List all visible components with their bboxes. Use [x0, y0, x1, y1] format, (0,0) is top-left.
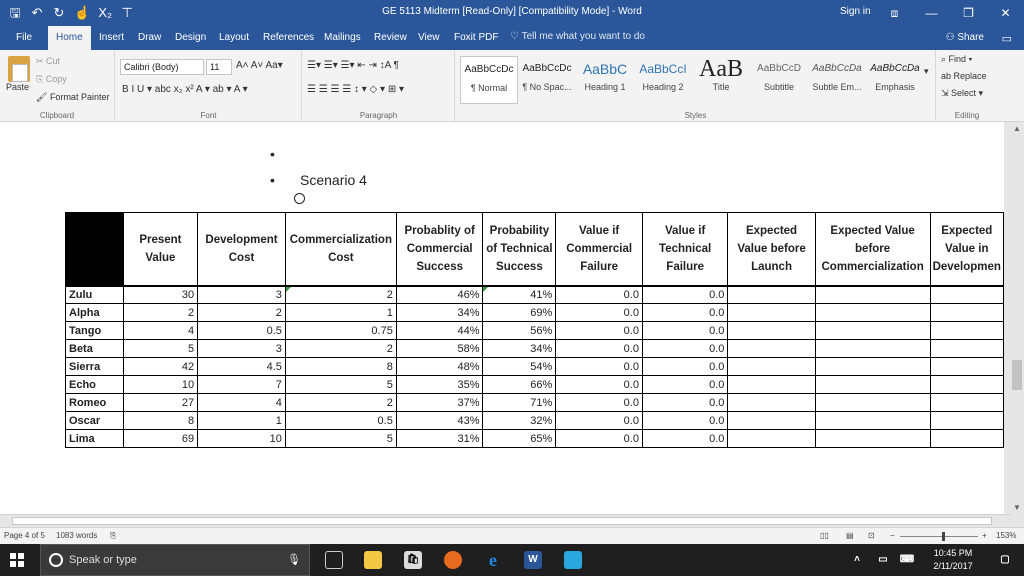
- table-cell[interactable]: 0.0: [642, 286, 727, 304]
- table-row[interactable]: [66, 358, 1004, 376]
- table-cell[interactable]: 37%: [396, 394, 483, 412]
- edge-icon[interactable]: e: [489, 550, 497, 570]
- keyboard-icon[interactable]: ⌨: [899, 554, 915, 565]
- maximize-button[interactable]: ❐: [963, 6, 974, 20]
- row-name-cell[interactable]: Oscar: [66, 412, 124, 430]
- zoom-level[interactable]: 153%: [996, 531, 1017, 540]
- table-cell[interactable]: 65%: [483, 430, 556, 448]
- table-cell[interactable]: 0.75: [285, 322, 396, 340]
- column-header: Probability of Technical Success: [483, 213, 556, 286]
- table-cell[interactable]: 35%: [396, 376, 483, 394]
- editing-label: Editing: [954, 111, 980, 120]
- table-cell[interactable]: 0.0: [642, 340, 727, 358]
- table-cell[interactable]: [930, 430, 1003, 448]
- vertical-scroll-thumb[interactable]: [1012, 360, 1022, 390]
- table-cell[interactable]: 1: [285, 304, 396, 322]
- table-cell[interactable]: [930, 394, 1003, 412]
- document-area[interactable]: [0, 122, 1010, 514]
- proofing-icon[interactable]: ⎘: [110, 531, 117, 540]
- table-cell[interactable]: 2: [285, 286, 396, 304]
- chevron-up-icon[interactable]: ˄: [854, 554, 860, 565]
- table-cell[interactable]: 44%: [396, 322, 483, 340]
- style-subtle-emphasis[interactable]: AaBbCcDa Subtle Em...: [812, 63, 862, 92]
- title-bar: [0, 0, 1024, 26]
- list-controls[interactable]: ☰▾ ☰▾ ☰▾ ⇤ ⇥ ↕A ¶: [307, 60, 399, 71]
- paste-button[interactable]: Paste: [6, 82, 30, 92]
- tab-file[interactable]: File: [16, 32, 33, 43]
- scroll-down-icon[interactable]: ▼: [1013, 503, 1021, 512]
- minimize-button[interactable]: —: [925, 6, 938, 20]
- table-cell[interactable]: [815, 286, 930, 304]
- style-subtitle[interactable]: AaBbCcD Subtitle: [757, 63, 801, 92]
- column-header: Commercialization Cost: [285, 213, 396, 286]
- table-cell[interactable]: 5: [285, 376, 396, 394]
- table-cell[interactable]: 0.0: [642, 322, 727, 340]
- customize-qat-icon[interactable]: ⊤: [121, 5, 133, 20]
- table-cell[interactable]: 43%: [396, 412, 483, 430]
- redo-icon[interactable]: ↻: [53, 5, 65, 20]
- table-cell[interactable]: [930, 322, 1003, 340]
- row-name-cell[interactable]: Lima: [66, 430, 124, 448]
- table-cell[interactable]: 8: [123, 412, 197, 430]
- lightbulb-icon: ♡: [510, 31, 522, 42]
- action-center-icon[interactable]: ▢: [1000, 554, 1010, 565]
- table-cell[interactable]: [728, 394, 815, 412]
- task-view-icon[interactable]: [325, 551, 343, 569]
- undo-icon[interactable]: ↶: [31, 5, 43, 20]
- table-row[interactable]: [66, 430, 1004, 448]
- style-normal[interactable]: AaBbCcDc ¶ Normal: [460, 56, 518, 104]
- table-cell[interactable]: 10: [198, 430, 286, 448]
- column-header: Expected Value in Developmen: [930, 213, 1003, 286]
- table-cell[interactable]: 0.5: [285, 412, 396, 430]
- table-cell[interactable]: [815, 304, 930, 322]
- table-cell[interactable]: [930, 376, 1003, 394]
- web-layout-icon[interactable]: ⊡: [868, 531, 875, 540]
- word-count[interactable]: 1083 words: [56, 531, 98, 540]
- tab-design[interactable]: Design: [175, 32, 207, 43]
- scroll-up-icon[interactable]: ▲: [1013, 124, 1021, 133]
- bullet-marker: •: [270, 146, 275, 162]
- tell-me-box[interactable]: [510, 31, 645, 42]
- table-cell[interactable]: [930, 412, 1003, 430]
- cortana-search-box[interactable]: [40, 544, 310, 576]
- table-cell[interactable]: 5: [285, 430, 396, 448]
- table-row[interactable]: [66, 376, 1004, 394]
- window-controls: [876, 0, 1024, 26]
- column-header: Expected Value before Launch: [728, 213, 815, 286]
- tab-review[interactable]: Review: [374, 32, 407, 43]
- table-cell[interactable]: 27: [123, 394, 197, 412]
- zoom-slider[interactable]: [900, 536, 978, 537]
- table-cell[interactable]: 0.0: [556, 304, 643, 322]
- table-cell[interactable]: [728, 412, 815, 430]
- file-explorer-icon[interactable]: [364, 551, 382, 569]
- font-size-select[interactable]: 11: [206, 59, 232, 75]
- format-painter-button[interactable]: 🖌 Format Painter: [36, 92, 110, 102]
- table-cell[interactable]: [728, 286, 815, 304]
- table-cell[interactable]: 3: [198, 286, 286, 304]
- styles-label: Styles: [684, 111, 707, 120]
- table-row[interactable]: [66, 322, 1004, 340]
- font-family-select[interactable]: Calibri (Body): [120, 59, 204, 75]
- table-cell[interactable]: 34%: [396, 304, 483, 322]
- table-cell[interactable]: 0.0: [556, 340, 643, 358]
- tab-layout[interactable]: Layout: [219, 32, 250, 43]
- table-cell[interactable]: [815, 376, 930, 394]
- clipboard-group: [0, 50, 115, 122]
- table-cell[interactable]: 31%: [396, 430, 483, 448]
- table-cell[interactable]: [815, 412, 930, 430]
- row-name-cell[interactable]: Beta: [66, 340, 124, 358]
- error-indicator-icon: [483, 287, 488, 292]
- table-cell[interactable]: 0.0: [642, 304, 727, 322]
- person-icon: ⚇: [945, 32, 958, 43]
- row-name-cell[interactable]: Sierra: [66, 358, 124, 376]
- horizontal-scrollbar[interactable]: [0, 514, 1010, 526]
- font-format-controls[interactable]: B I U ▾ abc x₂ x² A ▾ ab ▾ A ▾: [122, 84, 248, 95]
- status-bar: [0, 527, 1024, 544]
- cut-button[interactable]: ✂ Cut: [36, 56, 61, 66]
- tab-home[interactable]: Home: [48, 26, 91, 50]
- table-cell[interactable]: 0.0: [556, 412, 643, 430]
- windows-start-icon[interactable]: [10, 553, 24, 567]
- table-cell[interactable]: 32%: [483, 412, 556, 430]
- taskbar: [0, 544, 1024, 576]
- table-row[interactable]: [66, 340, 1004, 358]
- battery-icon[interactable]: ▭: [878, 554, 888, 565]
- paste-icon[interactable]: [8, 56, 30, 82]
- row-name-cell[interactable]: Echo: [66, 376, 124, 394]
- table-cell[interactable]: 56%: [483, 322, 556, 340]
- close-button[interactable]: ✕: [1000, 6, 1011, 20]
- print-layout-icon[interactable]: ▤: [846, 531, 854, 540]
- table-cell[interactable]: [930, 304, 1003, 322]
- table-cell[interactable]: 58%: [396, 340, 483, 358]
- microphone-icon[interactable]: 🎙: [287, 554, 301, 566]
- read-mode-icon[interactable]: ▯▯: [820, 531, 829, 540]
- cortana-icon: [49, 553, 63, 567]
- table-header-row: [66, 213, 1004, 286]
- table-cell[interactable]: [728, 304, 815, 322]
- table-cell[interactable]: 4: [123, 322, 197, 340]
- share-button[interactable]: [946, 32, 984, 43]
- column-header: Probablity of Commercial Success: [396, 213, 483, 286]
- table-cell[interactable]: [930, 358, 1003, 376]
- time: 10:45 PM: [933, 548, 973, 558]
- table-cell[interactable]: 0.0: [642, 358, 727, 376]
- table-cell[interactable]: 1: [198, 412, 286, 430]
- tell-me-text: Tell me what you want to do: [521, 31, 645, 42]
- table-cell[interactable]: 0.5: [198, 322, 286, 340]
- table-cell[interactable]: 69%: [483, 304, 556, 322]
- date: 2/11/2017: [933, 561, 973, 571]
- table-cell[interactable]: 41%: [483, 286, 556, 304]
- page-indicator[interactable]: Page 4 of 5: [4, 531, 45, 540]
- scenario-table[interactable]: [65, 212, 1004, 448]
- editing-group: [937, 50, 997, 122]
- table-cell[interactable]: [728, 340, 815, 358]
- table-cell[interactable]: 0.0: [556, 286, 643, 304]
- document-page[interactable]: [0, 122, 1004, 514]
- row-name-cell[interactable]: Tango: [66, 322, 124, 340]
- vertical-scrollbar[interactable]: [1010, 122, 1024, 514]
- table-cell[interactable]: 0.0: [642, 394, 727, 412]
- table-cell[interactable]: 0.0: [556, 430, 643, 448]
- weather-app-icon[interactable]: [564, 551, 582, 569]
- paragraph-label: Paragraph: [359, 111, 398, 120]
- table-cell[interactable]: 2: [285, 394, 396, 412]
- table-row[interactable]: [66, 286, 1004, 304]
- table-cell[interactable]: 3: [198, 340, 286, 358]
- tab-draw[interactable]: Draw: [138, 32, 162, 43]
- tab-view[interactable]: View: [418, 32, 440, 43]
- table-cell[interactable]: 48%: [396, 358, 483, 376]
- font-label: Font: [200, 111, 217, 120]
- window-title: GE 5113 Midterm [Read-Only] [Compatibility Mode] - Word: [382, 6, 642, 17]
- table-cell[interactable]: 34%: [483, 340, 556, 358]
- table-cell[interactable]: 2: [123, 304, 197, 322]
- column-header: Value if Technical Failure: [642, 213, 727, 286]
- table-cell[interactable]: 0.0: [556, 358, 643, 376]
- clock[interactable]: [918, 547, 988, 573]
- search-placeholder: Speak or type: [69, 554, 137, 566]
- table-cell[interactable]: 69: [123, 430, 197, 448]
- error-indicator-icon: [286, 287, 291, 292]
- column-header: Development Cost: [198, 213, 286, 286]
- tab-mailings[interactable]: Mailings: [324, 32, 361, 43]
- styles-scroll-icon[interactable]: ▾: [924, 66, 929, 76]
- sublist-bullet-icon: [294, 193, 305, 204]
- table-cell[interactable]: 30: [123, 286, 197, 304]
- table-cell[interactable]: [728, 376, 815, 394]
- table-row[interactable]: [66, 412, 1004, 430]
- table-row[interactable]: [66, 304, 1004, 322]
- column-header: Present Value: [123, 213, 197, 286]
- scenario-heading[interactable]: Scenario 4: [300, 172, 367, 188]
- horizontal-scroll-thumb[interactable]: [12, 517, 992, 525]
- table-cell[interactable]: 4.5: [198, 358, 286, 376]
- table-cell[interactable]: 0.0: [556, 376, 643, 394]
- firefox-icon[interactable]: [444, 551, 462, 569]
- comments-icon[interactable]: ▭: [1001, 33, 1012, 45]
- ribbon-tabs: [0, 26, 1024, 50]
- row-name-cell[interactable]: Romeo: [66, 394, 124, 412]
- table-cell[interactable]: 54%: [483, 358, 556, 376]
- share-label: Share: [957, 32, 984, 43]
- zoom-out-icon[interactable]: −: [890, 531, 895, 540]
- ribbon: [0, 50, 1024, 122]
- table-cell[interactable]: 8: [285, 358, 396, 376]
- table-cell[interactable]: [930, 340, 1003, 358]
- table-cell[interactable]: 0.0: [642, 412, 727, 430]
- styles-group: [456, 50, 936, 122]
- ribbon-display-options-icon[interactable]: ⧈: [890, 6, 899, 20]
- save-icon[interactable]: 🖫: [9, 5, 21, 20]
- tab-references[interactable]: References: [263, 32, 315, 43]
- touch-mode-icon[interactable]: ☝: [74, 5, 91, 20]
- column-header: Expected Value before Commercialization: [815, 213, 930, 286]
- copy-button[interactable]: ⎘ Copy: [36, 74, 67, 84]
- table-cell[interactable]: 0.0: [556, 322, 643, 340]
- subscript-icon[interactable]: X₂: [98, 5, 113, 20]
- row-name-cell[interactable]: Alpha: [66, 304, 124, 322]
- table-cell[interactable]: [815, 340, 930, 358]
- table-cell[interactable]: 66%: [483, 376, 556, 394]
- table-cell[interactable]: [728, 322, 815, 340]
- table-cell[interactable]: [728, 430, 815, 448]
- replace-button[interactable]: ab Replace: [941, 71, 987, 81]
- table-cell[interactable]: 7: [198, 376, 286, 394]
- zoom-slider-knob[interactable]: [942, 532, 945, 541]
- table-cell[interactable]: [815, 430, 930, 448]
- table-cell[interactable]: 0.0: [556, 394, 643, 412]
- table-cell[interactable]: [815, 322, 930, 340]
- sign-in-link[interactable]: Sign in: [840, 6, 871, 17]
- style-title[interactable]: AaB Title: [699, 56, 743, 92]
- style-heading-2[interactable]: AaBbCcI Heading 2: [639, 62, 687, 92]
- table-cell[interactable]: 0.0: [642, 376, 727, 394]
- table-corner-cell: [66, 213, 124, 286]
- column-header: Value if Commercial Failure: [556, 213, 643, 286]
- font-group: [116, 50, 302, 122]
- table-cell[interactable]: 2: [198, 304, 286, 322]
- table-cell[interactable]: 42: [123, 358, 197, 376]
- table-cell[interactable]: 46%: [396, 286, 483, 304]
- font-size-controls[interactable]: A˄ A˅ Aa▾: [236, 60, 283, 71]
- table-cell[interactable]: 10: [123, 376, 197, 394]
- table-row[interactable]: [66, 394, 1004, 412]
- table-cell[interactable]: [930, 286, 1003, 304]
- table-cell[interactable]: 2: [285, 340, 396, 358]
- style-emphasis[interactable]: AaBbCcDa Emphasis: [870, 63, 920, 92]
- table-cell[interactable]: [815, 394, 930, 412]
- table-cell[interactable]: 4: [198, 394, 286, 412]
- table-cell[interactable]: 0.0: [642, 430, 727, 448]
- alignment-controls[interactable]: ☰ ☰ ☰ ☰ ↕ ▾ ◇ ▾ ⊞ ▾: [307, 84, 404, 95]
- style-no-spacing[interactable]: AaBbCcDc ¶ No Spac...: [522, 63, 572, 92]
- clipboard-label: Clipboard: [39, 111, 75, 120]
- zoom-in-icon[interactable]: +: [982, 531, 987, 540]
- select-button[interactable]: ⇲ Select ▾: [941, 88, 984, 98]
- row-name-cell[interactable]: Zulu: [66, 286, 124, 304]
- table-cell[interactable]: 71%: [483, 394, 556, 412]
- find-button[interactable]: ⌕ Find ▾: [941, 54, 973, 64]
- tab-insert[interactable]: Insert: [99, 32, 125, 43]
- store-icon[interactable]: 🛍: [404, 551, 422, 569]
- paragraph-group: [303, 50, 455, 122]
- word-icon[interactable]: W: [524, 551, 542, 569]
- table-cell[interactable]: [728, 358, 815, 376]
- table-cell[interactable]: 5: [123, 340, 197, 358]
- style-heading-1[interactable]: AaBbC Heading 1: [582, 61, 628, 92]
- bullet-marker: •: [270, 172, 275, 188]
- table-cell[interactable]: [815, 358, 930, 376]
- tab-foxit-pdf[interactable]: Foxit PDF: [454, 32, 499, 43]
